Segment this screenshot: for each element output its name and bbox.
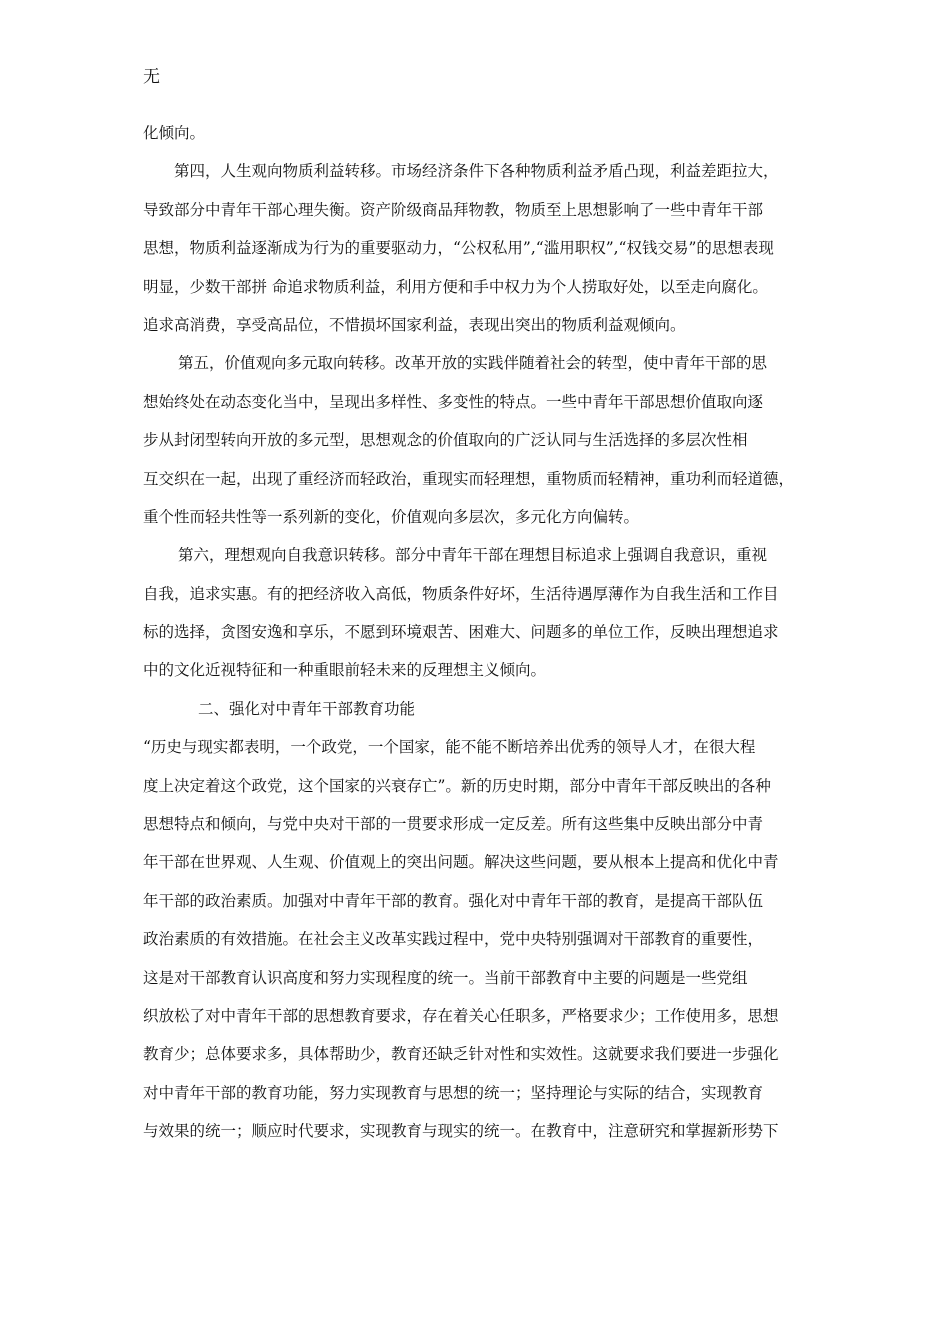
text-line: 教育少；总体要求多，具体帮助少，教育还缺乏针对性和实效性。这就要求我们要进一步强化 — [143, 1045, 779, 1064]
text-line: 互交织在一起，出现了重经济而轻政治，重现实而轻理想，重物质而轻精神，重功利而轻道德， — [143, 469, 795, 488]
text-line: 织放松了对中青年干部的思想教育要求，存在着关心任职多，严格要求少；工作使用多，思想 — [143, 1006, 779, 1025]
text-line: 思想特点和倾向，与党中央对干部的一贯要求形成一定反差。所有这些集中反映出部分中青 — [143, 815, 764, 834]
text-line: 与效果的统一；顺应时代要求，实现教育与现实的统一。在教育中，注意研究和掌握新形势下 — [143, 1122, 779, 1141]
text-line: 重个性而轻共性等一系列新的变化，价值观向多层次，多元化方向偏转。 — [143, 507, 640, 526]
text-line: 明显，少数干部拼 命追求物质利益，利用方便和手中权力为个人捞取好处，以至走向腐化。 — [143, 277, 768, 296]
text-line: 第四，人生观向物质利益转移。市场经济条件下各种物质利益矛盾凸现，利益差距拉大， — [174, 162, 779, 181]
text-line: “历史与现实都表明，一个政党，一个国家，能不能不断培养出优秀的领导人才，在很大程 — [143, 738, 756, 757]
text-line: 思想，物质利益逐渐成为行为的重要驱动力，“公权私用”,“滥用职权”,“权钱交易”的思想表现 — [143, 239, 774, 258]
text-line: 政治素质的有效措施。在社会主义改革实践过程中，党中央特别强调对干部教育的重要性， — [143, 930, 764, 949]
text-line: 第六，理想观向自我意识转移。部分中青年干部在理想目标追求上强调自我意识，重视 — [178, 546, 768, 565]
text-line: 年干部的政治素质。加强对中青年干部的教育。强化对中青年干部的教育，是提高干部队伍 — [143, 891, 764, 910]
text-line: 自我，追求实惠。有的把经济收入高低，物质条件好坏，生活待遇厚薄作为自我生活和工作目 — [143, 584, 779, 603]
text-line: 中的文化近视特征和一种重眼前轻未来的反理想主义倾向。 — [143, 661, 547, 680]
text-line: 导致部分中青年干部心理失衡。资产阶级商品拜物教，物质至上思想影响了一些中青年干部 — [143, 200, 764, 219]
text-line: 第五，价值观向多元取向转移。改革开放的实践伴随着社会的转型，使中青年干部的思 — [178, 354, 768, 373]
text-line: 化倾向。 — [143, 124, 206, 142]
text-line: 想始终处在动态变化当中，呈现出多样性、多变性的特点。一些中青年干部思想价值取向逐 — [143, 392, 764, 411]
text-line: 追求高消费，享受高品位，不惜损坏国家利益，表现出突出的物质利益观倾向。 — [143, 315, 686, 334]
text-line: 年干部在世界观、人生观、价值观上的突出问题。解决这些问题，要从根本上提高和优化中青 — [143, 853, 779, 872]
text-line: 标的选择，贪图安逸和享乐，不愿到环境艰苦、困难大、问题多的单位工作，反映出理想追求 — [143, 623, 779, 642]
document-body — [143, 122, 823, 1159]
text-line: 度上决定着这个政党，这个国家的兴衰存亡”。新的历史时期，部分中青年干部反映出的各种 — [143, 776, 771, 795]
text-line: 步从封闭型转向开放的多元型，思想观念的价值取向的广泛认同与生活选择的多层次性相 — [143, 431, 748, 450]
text-line: 这是对干部教育认识高度和努力实现程度的统一。当前干部教育中主要的问题是一些党组 — [143, 968, 748, 987]
page-header: 无 — [143, 67, 160, 87]
section-heading: 二、强化对中青年干部教育功能 — [198, 699, 416, 718]
text-line: 对中青年干部的教育功能，努力实现教育与思想的统一；坚持理论与实际的结合，实现教育 — [143, 1083, 764, 1102]
